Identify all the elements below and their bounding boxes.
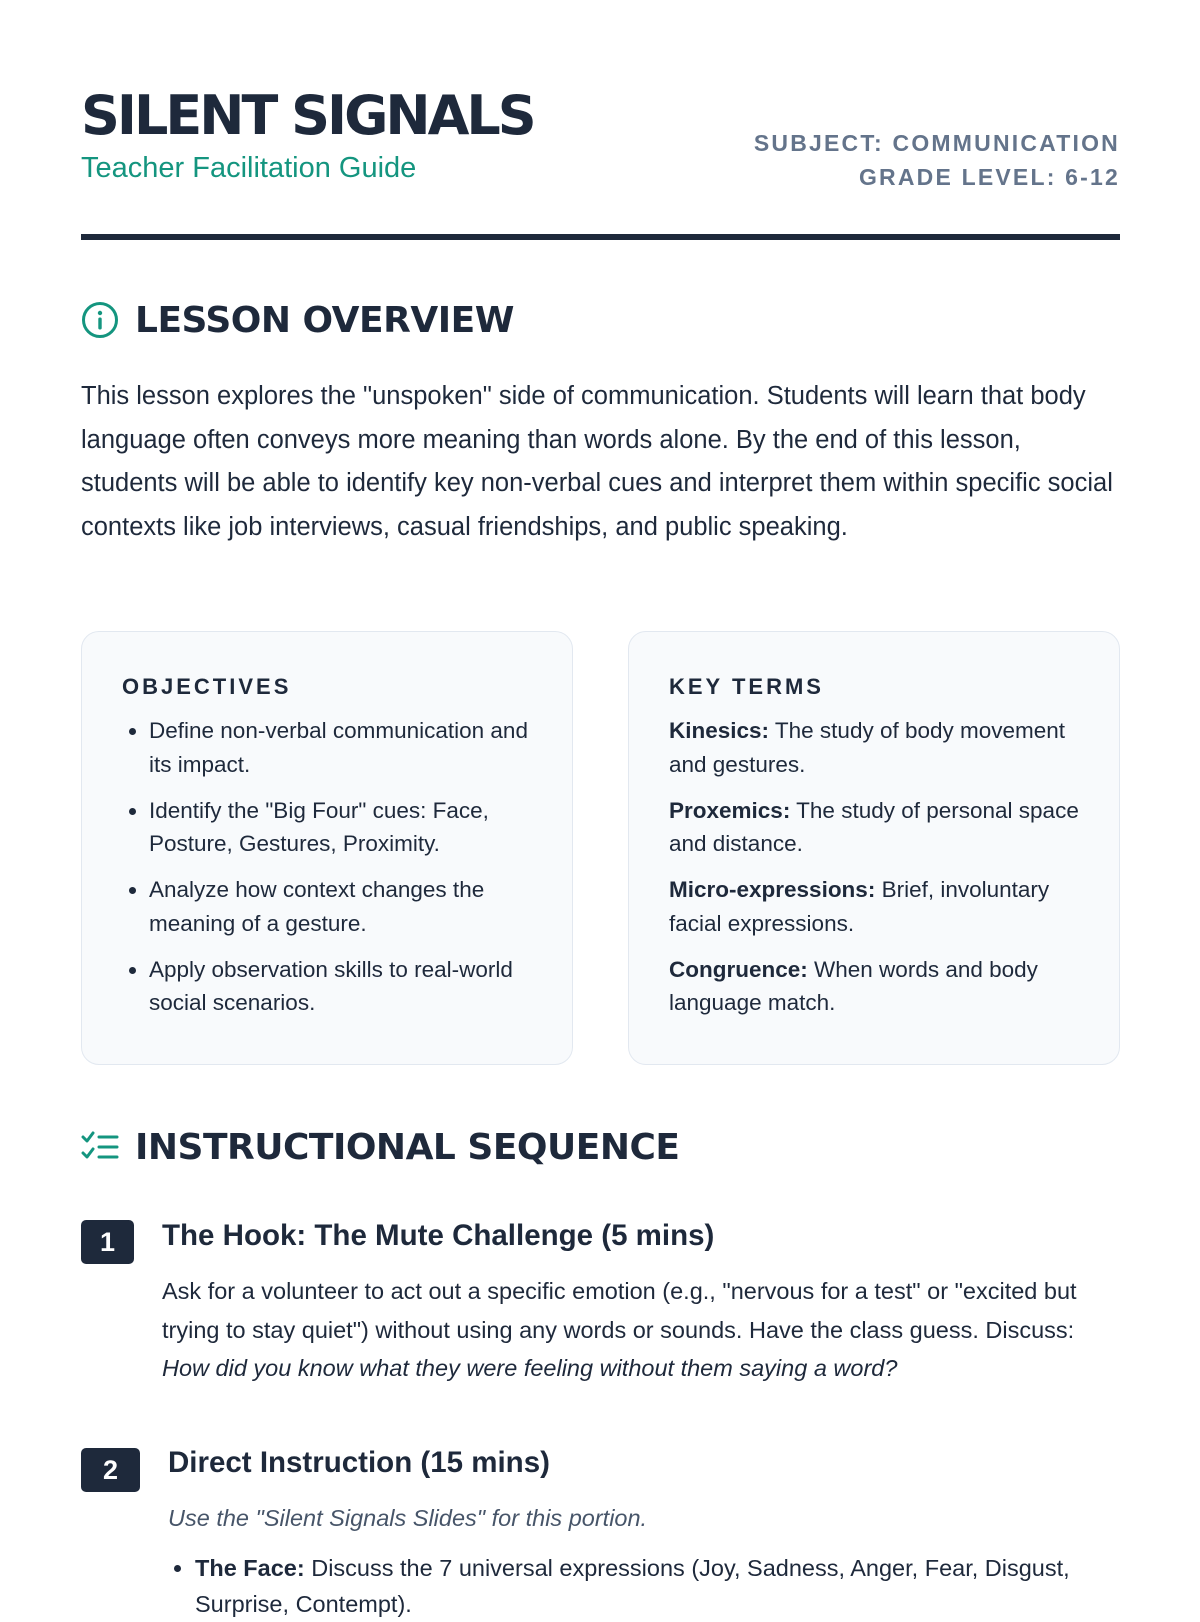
step-note: Use the "Silent Signals Slides" for this portion.: [168, 1505, 648, 1531]
key-term-name: Kinesics:: [669, 718, 770, 743]
key-term-item: [669, 953, 1079, 1020]
step-title: Direct Instruction (15 mins): [168, 1446, 550, 1479]
step-number-badge: 1: [81, 1220, 134, 1264]
document-meta: [754, 126, 1120, 194]
step-description-text: Ask for a volunteer to act out a specific emotion (e.g., "nervous for a test" or "excited but trying to stay quiet") without using any words or sounds. Have the class guess. Discuss:: [162, 1278, 1077, 1343]
document-subtitle: Teacher Facilitation Guide: [81, 152, 417, 184]
lesson-overview-title: LESSON OVERVIEW: [135, 299, 514, 341]
objectives-card: [81, 631, 573, 1065]
key-term-definition: The study of personal space and distance.: [669, 797, 1079, 856]
objective-item: • Analyze how context changes the meaning of a gesture.: [149, 873, 532, 940]
objective-item: • Define non-verbal communication and its impact.: [149, 714, 532, 781]
objectives-title: OBJECTIVES: [122, 674, 292, 699]
step-bullet-text: Discuss the 7 universal expressions (Joy, Sadness, Anger, Fear, Disgust, Surprise, Contempt).: [195, 1555, 1070, 1617]
header-divider: [81, 234, 1120, 240]
lesson-overview-text: This lesson explores the "unspoken" side of communication. Students will learn that body language often conveys more meaning than words alone. By the end of this lesson, students will be able to identify key non-verbal cues and interpret them within specific social contexts like job interviews, casual friendships, and public speaking.: [81, 382, 1113, 541]
key-term-item: [669, 714, 1079, 781]
key-term-item: [669, 794, 1079, 861]
lesson-overview-heading: [81, 296, 514, 344]
key-term-item: [669, 873, 1079, 940]
key-terms-title: KEY TERMS: [669, 674, 824, 699]
step-discussion-question: How did you know what they were feeling without them saying a word?: [162, 1355, 898, 1381]
key-term-definition: When words and body language match.: [669, 956, 1038, 1015]
key-terms-card: [628, 631, 1120, 1065]
key-term-definition: Brief, involuntary facial expressions.: [669, 877, 1050, 936]
step-bullet-item: [195, 1550, 1140, 1622]
step-title: The Hook: The Mute Challenge (5 mins): [162, 1219, 715, 1252]
key-term-name: Congruence:: [669, 956, 808, 982]
info-circle-icon: [81, 301, 119, 339]
checklist-icon: [81, 1128, 119, 1166]
step-number-badge: 2: [81, 1448, 140, 1492]
key-term-name: Proxemics:: [669, 797, 791, 823]
step-description: [162, 1272, 1117, 1388]
objective-item: • Apply observation skills to real-world social scenarios.: [149, 953, 532, 1020]
objective-item: • Identify the "Big Four" cues: Face, Posture, Gestures, Proximity.: [149, 794, 532, 861]
instructional-sequence-heading: [81, 1123, 680, 1171]
grade-level-label: GRADE LEVEL: 6-12: [858, 164, 1120, 190]
key-term-name: Micro-expressions:: [669, 877, 876, 902]
objectives-list: [122, 714, 532, 1020]
step-bullet-term: The Face:: [195, 1555, 305, 1581]
document-title: SILENT SIGNALS: [81, 84, 534, 147]
instructional-sequence-title: INSTRUCTIONAL SEQUENCE: [135, 1126, 680, 1168]
step-bullet-list: [168, 1550, 1140, 1622]
document-header: [81, 86, 1120, 236]
key-term-definition: The study of body movement and gestures.: [669, 718, 1066, 777]
subject-label: SUBJECT: COMMUNICATION: [753, 130, 1120, 156]
